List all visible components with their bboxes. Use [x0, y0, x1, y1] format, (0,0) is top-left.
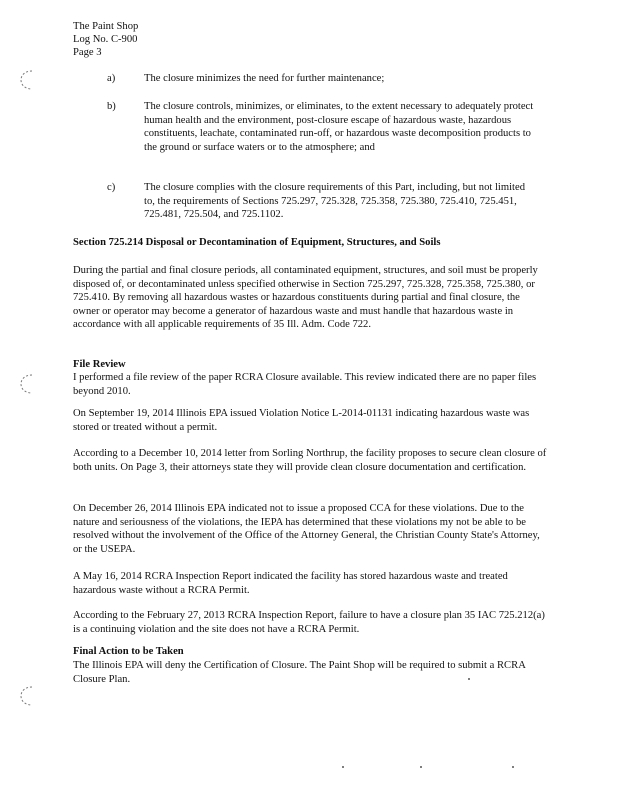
scan-speck [342, 766, 344, 768]
file-review-paragraph: A May 16, 2014 RCRA Inspection Report indicated the facility has stored hazardous waste and treated hazardous waste without a RCRA Permit. [73, 571, 508, 596]
list-item-text: The closure minimizes the need for further maintenance; [144, 73, 385, 84]
binder-hole-icon [18, 372, 36, 396]
file-review-paragraph: I performed a file review of the paper RCRA Closure available. This review indicated there are no paper files beyond 2010. [73, 372, 537, 397]
file-review-paragraph: According to the February 27, 2013 RCRA Inspection Report, failure to have a closure plan 35 IAC 725.212(a) is a continuing violation and the site does not have a RCRA Permit. [73, 610, 545, 635]
document-header [73, 20, 138, 59]
header-log-number: Log No. C-900 [73, 34, 138, 45]
final-action-heading: Final Action to be Taken [73, 646, 184, 657]
header-company: The Paint Shop [73, 21, 139, 32]
scan-speck [512, 766, 514, 768]
list-item [107, 100, 537, 154]
list-item-text: The closure complies with the closure requirements of this Part, including, but not limited to, the requirements of Sections 725.297, 725.328, 725.358, 725.380, 725.410, 725.451, 725.481, 725.504, and 725.1102. [144, 182, 526, 220]
final-action-paragraph: The Illinois EPA will deny the Certification of Closure. The Paint Shop will be required to submit a RCRA Closure Plan. [73, 660, 526, 685]
section-paragraph: During the partial and final closure periods, all contaminated equipment, structures, and soil must be properly disposed of, or decontaminated unless specified otherwise in Section 725.297, 725.328, 725.358, 725.380, or 725.410. By removing all hazardous wastes or hazardous constituents during partial and final closure, the owner or operator may become a generator of hazardous waste and must handle that hazardous waste in accordance with all applicable requirements of 35 Ill. Adm. Code 722. [73, 265, 538, 330]
file-review-paragraph: On December 26, 2014 Illinois EPA indicated not to issue a proposed CCA for these violations. Due to the nature and seriousness of the violations, the IEPA has determined that these violations my not be able to be resolved without the involvement of the Office of the Attorney General, the Christian County State's Attorney, or the USEPA. [73, 503, 540, 555]
section-heading: Section 725.214 Disposal or Decontamination of Equipment, Structures, and Soils [73, 237, 441, 248]
list-marker: a) [107, 73, 116, 84]
list-item [107, 181, 537, 222]
file-review-heading: File Review [73, 359, 126, 370]
file-review-paragraph: According to a December 10, 2014 letter from Sorling Northrup, the facility proposes to secure clean closure of both units. On Page 3, their attorneys state they will provide clean closure documentation and certification. [73, 448, 547, 473]
list-item [107, 72, 537, 86]
binder-hole-icon [18, 684, 36, 708]
file-review-paragraph: On September 19, 2014 Illinois EPA issued Violation Notice L-2014-01131 indicating hazardous waste was stored or treated without a permit. [73, 408, 530, 433]
scan-speck [420, 766, 422, 768]
header-page-number: Page 3 [73, 47, 102, 58]
list-marker: b) [107, 101, 116, 112]
list-marker: c) [107, 182, 116, 193]
binder-hole-icon [18, 68, 36, 92]
list-item-text: The closure controls, minimizes, or eliminates, to the extent necessary to adequately protect human health and the environment, post-closure escape of hazardous waste, hazardous constituents, leachate, contaminated run-off, or hazardous waste decomposition products to the ground or surface waters or to the atmosphere; and [144, 101, 534, 153]
